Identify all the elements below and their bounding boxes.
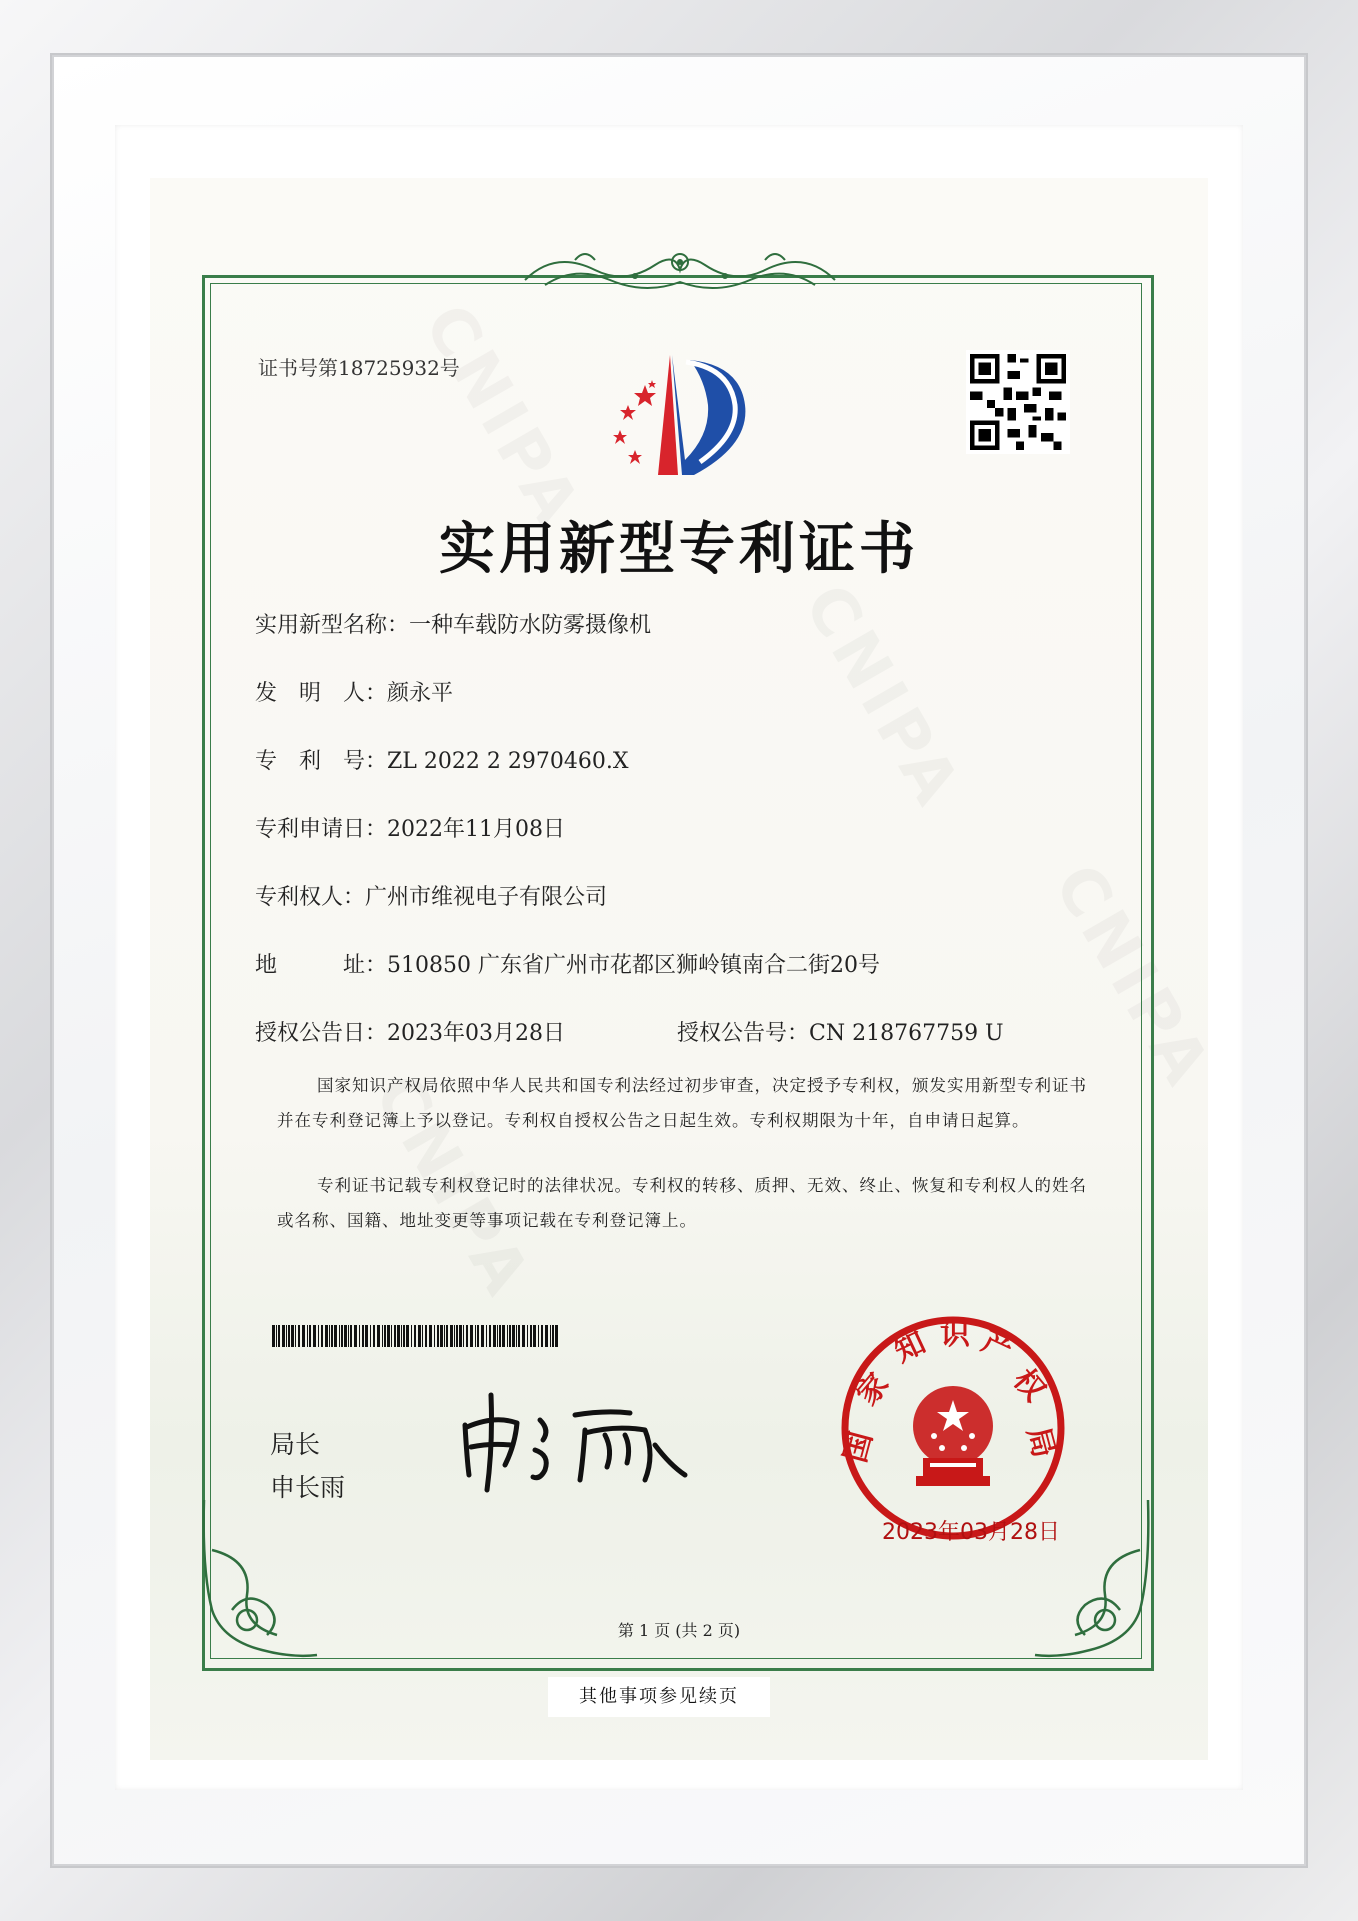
field-patentee: [255, 880, 607, 911]
field-label: 授权公告日：: [255, 1021, 388, 1046]
field-label: 实用新型名称：: [255, 613, 410, 638]
svg-text:产: 产: [976, 1323, 1019, 1369]
svg-text:局: 局: [1019, 1423, 1062, 1462]
field-application-date: [255, 812, 565, 843]
svg-text:家: 家: [849, 1366, 897, 1413]
ornament-top-icon: [515, 240, 845, 300]
field-label: 地 址：: [255, 953, 388, 978]
statement-paragraph: 国家知识产权局依照中华人民共和国专利法经过初步审查，决定授予专利权，颁发实用新型专利证书并在专利登记簿上予以登记。专利权自授权公告之日起生效。专利权期限为十年，自申请日起算。: [277, 1076, 1087, 1130]
certificate-number: 证书号第18725932号: [258, 356, 460, 380]
field-value: ZL 2022 2 2970460.X: [387, 749, 629, 774]
continue-note: 其他事项参见续页: [548, 1677, 770, 1717]
field-label: 专利申请日：: [255, 817, 388, 842]
barcode-icon: [272, 1325, 558, 1347]
svg-text:国: 国: [838, 1428, 880, 1467]
field-name: [255, 608, 651, 639]
field-inventor: [255, 676, 453, 707]
field-address: [255, 948, 880, 979]
qr-code-icon: [966, 350, 1070, 454]
page-indicator: 第 1 页 (共 2 页): [617, 1621, 741, 1640]
field-patent-number: [255, 744, 629, 775]
field-value: 2023年03月28日: [387, 1021, 565, 1046]
svg-text:识: 识: [940, 1317, 970, 1352]
signature-icon: [455, 1385, 695, 1495]
field-value: CN 218767759 U: [809, 1021, 1004, 1046]
field-label: 专利权人：: [255, 885, 366, 910]
certificate-title: 实用新型专利证书: [439, 517, 919, 582]
svg-text:权: 权: [1006, 1362, 1053, 1409]
field-label: 授权公告号：: [677, 1021, 810, 1046]
field-grant-number: [677, 1016, 1004, 1047]
field-grant-date: [255, 1016, 565, 1047]
director-title: 局长: [270, 1430, 321, 1459]
field-value: 2022年11月08日: [387, 817, 565, 842]
field-value: 广州市维视电子有限公司: [365, 885, 608, 910]
field-value: 颜永平: [387, 681, 454, 706]
seal-date: 2023年03月28日: [882, 1520, 1060, 1545]
director-name: 申长雨: [270, 1473, 346, 1502]
field-value: 510850 广东省广州市花都区狮岭镇南合二街20号: [387, 953, 880, 978]
svg-text:知: 知: [889, 1325, 932, 1370]
field-value: 一种车载防水防雾摄像机: [409, 613, 652, 638]
field-label: 发 明 人：: [255, 681, 388, 706]
cnipa-logo-icon: [590, 350, 765, 480]
statement-paragraph: 专利证书记载专利权登记时的法律状况。专利权的转移、质押、无效、终止、恢复和专利权人的姓名或名称、国籍、地址变更等事项记载在专利登记簿上。: [277, 1176, 1087, 1230]
field-label: 专 利 号：: [255, 749, 388, 774]
